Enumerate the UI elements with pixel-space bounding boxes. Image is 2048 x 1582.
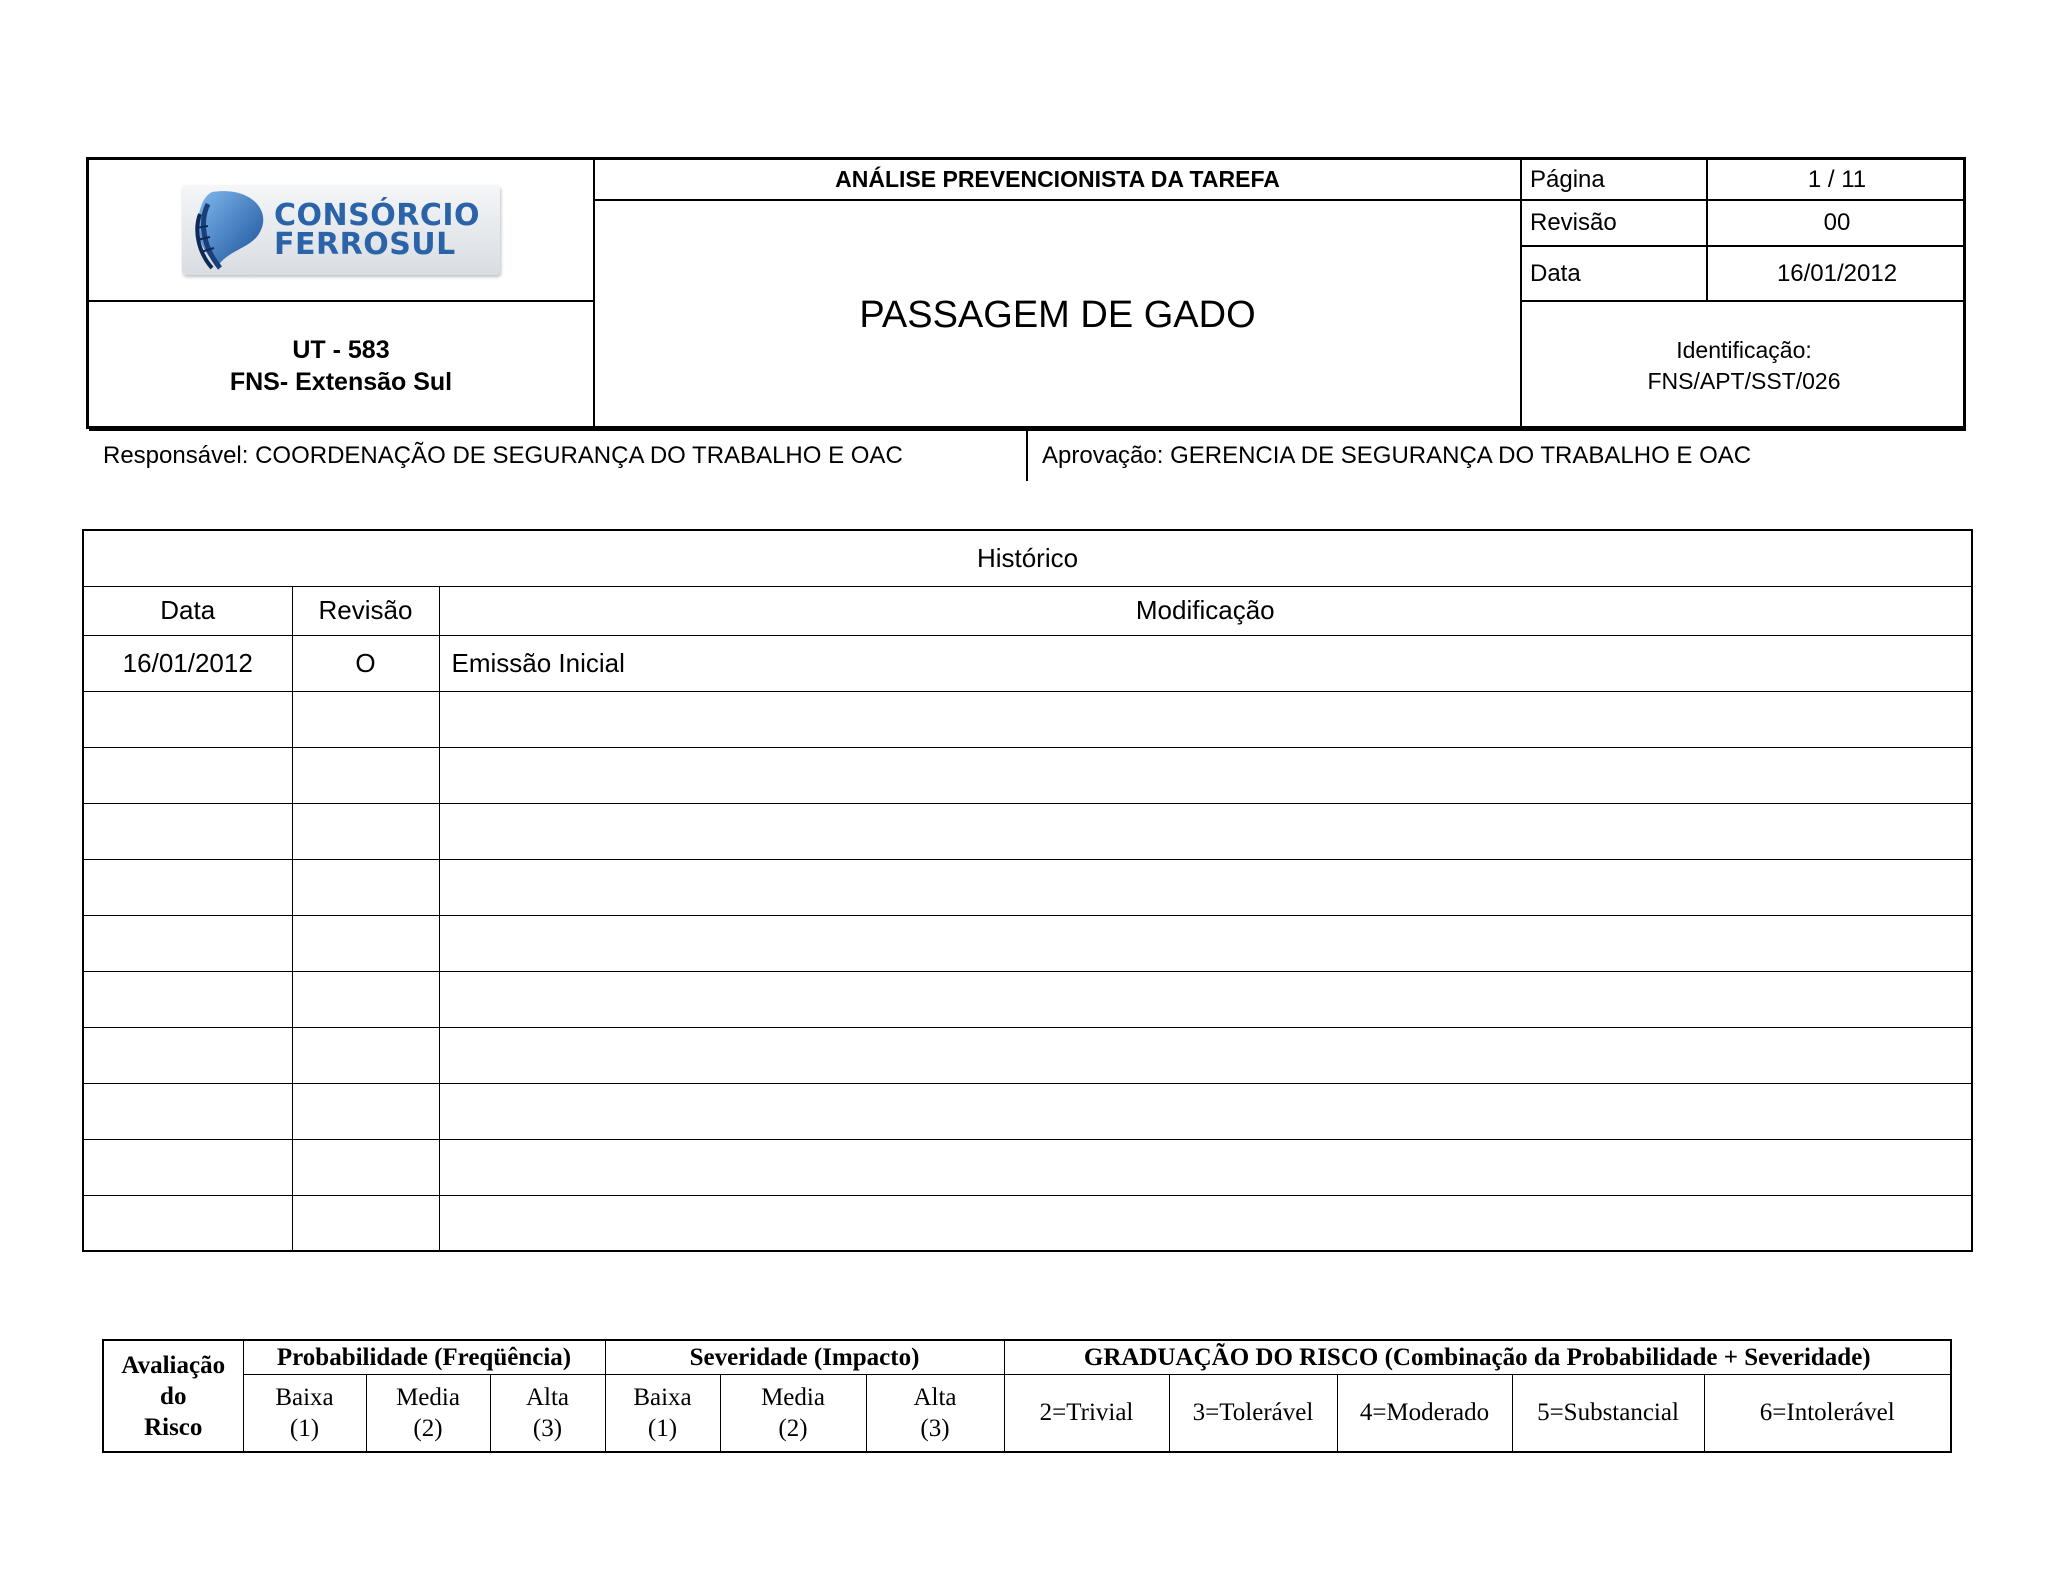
logo-line-1: CONSÓRCIO <box>274 198 481 233</box>
risk-label-cell <box>103 1340 243 1452</box>
table-row <box>83 1083 1972 1139</box>
probability-level <box>490 1374 605 1452</box>
row-modification-cell <box>439 1027 1972 1083</box>
row-date-cell <box>83 1139 292 1195</box>
level-value: (2) <box>778 1414 808 1442</box>
date-label: Data <box>1522 247 1708 302</box>
table-row <box>83 1139 1972 1195</box>
page-label: Página <box>1522 160 1708 201</box>
unit-name: FNS- Extensão Sul <box>229 367 453 396</box>
document-title: PASSAGEM DE GADO <box>595 201 1522 429</box>
row-revision-cell <box>292 747 439 803</box>
logo-cell <box>89 160 595 302</box>
probability-title: Probabilidade (Freqüência) <box>243 1340 605 1374</box>
row-date-cell <box>83 971 292 1027</box>
table-row <box>83 803 1972 859</box>
row-modification-cell <box>439 971 1972 1027</box>
row-revision-cell <box>292 803 439 859</box>
page-value: 1 / 11 <box>1708 160 1966 201</box>
risk-assessment-table <box>102 1339 1952 1453</box>
grading-level: 3=Tolerável <box>1169 1374 1337 1452</box>
row-modification-cell <box>439 747 1972 803</box>
row-date-cell <box>83 915 292 971</box>
history-title: Histórico <box>83 530 1972 586</box>
grading-title: GRADUAÇÃO DO RISCO (Combinação da Probabilidade + Severidade) <box>1004 1340 1951 1374</box>
grading-level: 4=Moderado <box>1337 1374 1512 1452</box>
row-revision-cell <box>292 1083 439 1139</box>
severity-level <box>720 1374 866 1452</box>
company-logo <box>182 185 500 275</box>
level-name: Alta <box>913 1383 957 1411</box>
date-value: 16/01/2012 <box>1708 247 1966 302</box>
revision-value: 00 <box>1708 201 1966 247</box>
probability-level <box>366 1374 490 1452</box>
row-date-cell <box>83 1083 292 1139</box>
row-modification-cell <box>439 1139 1972 1195</box>
column-header-modification: Modificação <box>439 586 1972 635</box>
identification-label: Identificação: <box>1676 336 1812 363</box>
responsible-cell: Responsável: COORDENAÇÃO DE SEGURANÇA DO TRABALHO E OAC <box>89 429 1028 481</box>
row-date-cell <box>83 1195 292 1251</box>
row-modification-cell <box>439 1195 1972 1251</box>
row-revision-cell <box>292 971 439 1027</box>
risk-label-line: Risco <box>144 1413 203 1441</box>
history-table <box>82 529 1973 1252</box>
row-date-cell <box>83 803 292 859</box>
row-revision-cell <box>292 1027 439 1083</box>
row-modification-cell <box>439 1083 1972 1139</box>
logo-mark-icon <box>190 188 268 272</box>
level-value: (1) <box>647 1414 678 1442</box>
row-modification-cell <box>439 915 1972 971</box>
grading-level: 2=Trivial <box>1004 1374 1169 1452</box>
row-date-cell <box>83 1027 292 1083</box>
row-revision-cell <box>292 1139 439 1195</box>
risk-label-line: Avaliação <box>121 1351 226 1379</box>
grading-level: 5=Substancial <box>1512 1374 1704 1452</box>
revision-label: Revisão <box>1522 201 1708 247</box>
level-name: Baixa <box>633 1383 692 1411</box>
row-revision-cell <box>292 915 439 971</box>
table-row <box>83 915 1972 971</box>
table-row <box>83 1027 1972 1083</box>
row-revision-cell <box>292 1195 439 1251</box>
logo-line-2: FERROSUL <box>274 227 456 262</box>
document-type: ANÁLISE PREVENCIONISTA DA TAREFA <box>595 160 1522 201</box>
table-row <box>83 691 1972 747</box>
level-name: Media <box>396 1383 460 1411</box>
unit-code: UT - 583 <box>292 335 390 364</box>
severity-title: Severidade (Impacto) <box>605 1340 1004 1374</box>
grading-level: 6=Intolerável <box>1704 1374 1951 1452</box>
level-value: (3) <box>920 1414 950 1442</box>
level-name: Baixa <box>275 1383 334 1411</box>
level-value: (3) <box>532 1414 563 1442</box>
row-modification-cell <box>439 691 1972 747</box>
row-modification-cell: Emissão Inicial <box>439 635 1972 691</box>
row-date-cell: 16/01/2012 <box>83 635 292 691</box>
table-row <box>83 859 1972 915</box>
identification-cell <box>1522 302 1966 429</box>
row-revision-cell: O <box>292 635 439 691</box>
severity-level <box>605 1374 720 1452</box>
risk-label-line: do <box>160 1382 187 1410</box>
row-modification-cell <box>439 859 1972 915</box>
column-header-revision: Revisão <box>292 586 439 635</box>
approval-cell: Aprovação: GERENCIA DE SEGURANÇA DO TRABALHO E OAC <box>1028 429 1966 481</box>
level-name: Media <box>761 1383 825 1411</box>
table-row <box>83 971 1972 1027</box>
row-revision-cell <box>292 859 439 915</box>
row-date-cell <box>83 859 292 915</box>
row-modification-cell <box>439 803 1972 859</box>
unit-cell <box>89 302 595 429</box>
identification-value: FNS/APT/SST/026 <box>1647 367 1841 394</box>
severity-level <box>866 1374 1004 1452</box>
table-row <box>83 747 1972 803</box>
row-date-cell <box>83 691 292 747</box>
row-date-cell <box>83 747 292 803</box>
column-header-date: Data <box>83 586 292 635</box>
table-row <box>83 1195 1972 1251</box>
level-name: Alta <box>525 1383 570 1411</box>
row-revision-cell <box>292 691 439 747</box>
table-row <box>83 635 1972 691</box>
document-header <box>86 157 1966 469</box>
level-value: (1) <box>289 1414 320 1442</box>
level-value: (2) <box>413 1414 443 1442</box>
probability-level <box>243 1374 366 1452</box>
